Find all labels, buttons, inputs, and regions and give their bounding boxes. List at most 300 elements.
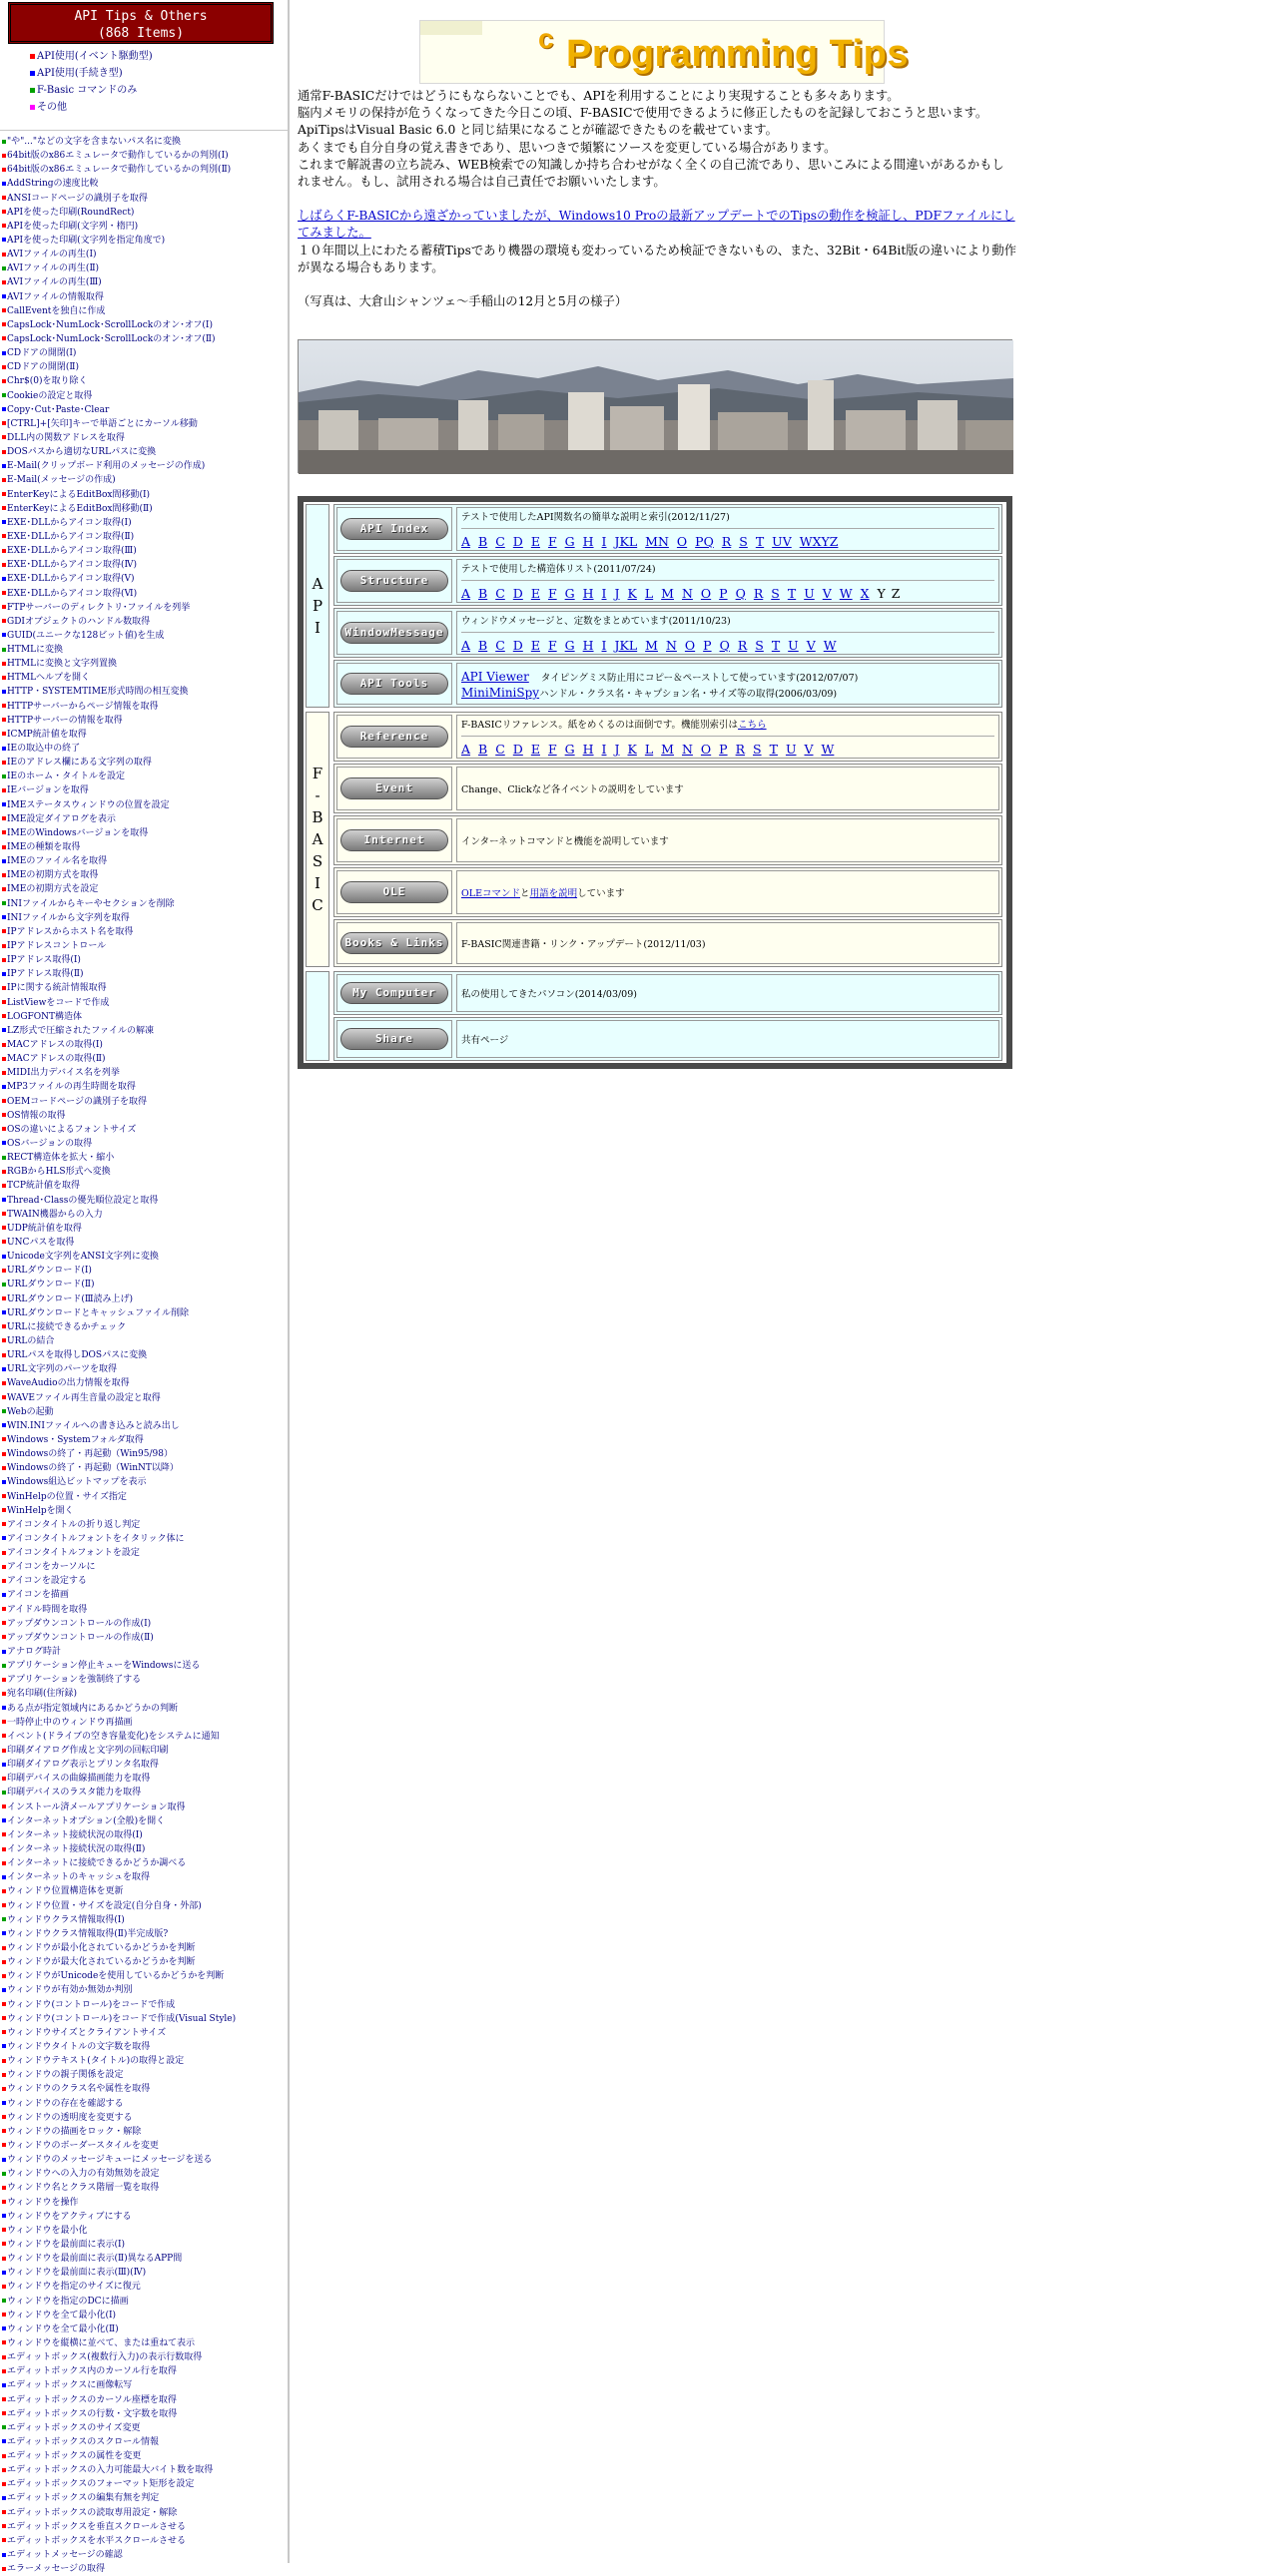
tip-link[interactable]: HTMLに変換と文字列置換 xyxy=(7,659,118,670)
structure-letter-link[interactable]: L xyxy=(644,586,654,601)
window-message-letter-link[interactable]: V xyxy=(806,638,816,653)
tip-link[interactable]: ウィンドウ位置・サイズを設定(自分自身・外部) xyxy=(7,1900,202,1911)
tip-link[interactable]: IEのアドレス欄にある文字列の取得 xyxy=(7,758,152,769)
tip-link[interactable]: WinHelpの位置・サイズ指定 xyxy=(7,1491,127,1502)
tip-link[interactable]: インターネットに接続できるかどうか調べる xyxy=(7,1858,187,1869)
tip-link[interactable]: エディットボックスの行数・文字数を取得 xyxy=(7,2408,178,2419)
tip-link[interactable]: エディットボックスのカーソル座標を取得 xyxy=(7,2394,177,2405)
tip-link[interactable]: エディットメッセージの確認 xyxy=(7,2550,123,2561)
structure-letter-link[interactable]: E xyxy=(530,586,540,601)
tip-link[interactable]: ある点が指定領域内にあるかどうかの判断 xyxy=(7,1703,179,1714)
structure-letter-link[interactable]: W xyxy=(839,586,853,601)
tip-link[interactable]: ウィンドウクラス情報取得(Ⅱ)半完成版? xyxy=(7,1928,169,1939)
tip-link[interactable]: Chr$(0)を取り除く xyxy=(7,376,88,387)
tip-link[interactable]: Windows組込ビットマップを表示 xyxy=(7,1477,147,1488)
tip-link[interactable]: EXE･DLLからアイコン取得(Ⅲ) xyxy=(7,546,137,557)
tip-link[interactable]: エディットボックスに画像転写 xyxy=(7,2380,133,2391)
tip-link[interactable]: CapsLock･NumLock･ScrollLockのオン･オフ(Ⅰ) xyxy=(7,319,213,330)
tip-link[interactable]: EXE･DLLからアイコン取得(Ⅰ) xyxy=(7,517,132,528)
reference-letter-link[interactable]: H xyxy=(582,742,594,757)
tip-link[interactable]: アイドル時間を取得 xyxy=(7,1604,88,1615)
window-message-letter-link[interactable]: D xyxy=(512,638,523,653)
tip-link[interactable]: HTMLヘルプを開く xyxy=(7,673,91,684)
tip-link[interactable]: ウィンドウ(コントロール)をコードで作成(Visual Style) xyxy=(7,2013,237,2024)
tip-link[interactable]: ウィンドウのクラス名や属性を取得 xyxy=(7,2084,151,2095)
tip-link[interactable]: ウィンドウがUnicodeを使用しているかどうかを判断 xyxy=(7,1971,225,1982)
tip-list-item xyxy=(2,2463,288,2477)
structure-letter-link[interactable]: X xyxy=(860,586,870,601)
tip-list-item xyxy=(2,840,288,854)
tip-link[interactable]: エディットボックスの入力可能最大バイト数を取得 xyxy=(7,2465,214,2476)
window-message-letter-link[interactable]: M xyxy=(645,638,658,653)
api-tools-button[interactable] xyxy=(336,663,452,705)
tip-bullet-icon xyxy=(2,633,6,637)
structure-letter-link[interactable]: J xyxy=(614,586,620,601)
tip-link[interactable]: ウィンドウが最大化されているかどうかを判断 xyxy=(7,1957,196,1968)
tip-link[interactable]: インターネット接続状況の取得(Ⅰ) xyxy=(7,1829,143,1840)
tip-link[interactable]: INIファイルから文字列を取得 xyxy=(7,912,130,923)
reference-letter-link[interactable]: B xyxy=(478,742,488,757)
tip-link[interactable]: IEの取込中の終了 xyxy=(7,744,81,755)
tip-bullet-icon xyxy=(2,662,6,666)
tip-link[interactable]: ウィンドウが最小化されているかどうかを判断 xyxy=(7,1943,196,1953)
tip-link[interactable]: IMEのファイル名を取得 xyxy=(7,856,108,867)
tip-link[interactable]: インストール済メールアプリケーション取得 xyxy=(7,1802,186,1812)
tip-link[interactable]: IPアドレス取得(Ⅱ) xyxy=(7,969,84,980)
structure-letter-link[interactable]: I xyxy=(601,586,607,601)
api-index-letter-link[interactable]: JKL xyxy=(614,534,638,549)
reference-letter-link[interactable]: V xyxy=(804,742,814,757)
structure-letter-link[interactable]: G xyxy=(564,586,575,601)
reference-letter-link[interactable]: P xyxy=(719,742,728,757)
tip-link[interactable]: ANSIコードページの識別子を取得 xyxy=(7,193,148,204)
tip-link[interactable]: ウィンドウサイズとクライアントサイズ xyxy=(7,2027,167,2038)
tip-link[interactable]: アイコンをカーソルに xyxy=(7,1562,96,1573)
tip-link[interactable]: エディットボックスを水平スクロールさせる xyxy=(7,2535,187,2546)
tip-link[interactable]: 印刷ダイアログ表示とプリンタ名取得 xyxy=(7,1760,159,1771)
tip-link[interactable]: AddStringの速度比較 xyxy=(7,179,99,190)
window-message-letter-link[interactable]: U xyxy=(788,638,799,653)
tip-bullet-icon xyxy=(2,1889,6,1893)
tip-link[interactable]: GDIオブジェクトのハンドル数取得 xyxy=(7,616,151,627)
tip-link[interactable]: AVIファイルの情報取得 xyxy=(7,291,104,302)
tip-link[interactable]: ウィンドウを全て最小化(Ⅰ) xyxy=(7,2310,117,2320)
tip-list-item xyxy=(2,389,288,403)
tip-link[interactable]: TCP統計値を取得 xyxy=(7,1181,80,1192)
tip-link[interactable]: エディットボックスの読取専用設定・解除 xyxy=(7,2507,178,2518)
tip-link[interactable]: 印刷ダイアログ作成と文字列の回転印刷 xyxy=(7,1746,169,1757)
tip-link[interactable]: アナログ時計 xyxy=(7,1647,62,1658)
tip-link[interactable]: エディットボックスの属性を変更 xyxy=(7,2451,142,2462)
tip-link[interactable]: APIを使った印刷(文字列・楕円) xyxy=(7,221,139,232)
tip-list-item xyxy=(2,1758,288,1772)
structure-letter-link[interactable]: P xyxy=(719,586,728,601)
tip-bullet-icon xyxy=(2,2143,6,2147)
tip-link[interactable]: Windows・Systemフォルダ取得 xyxy=(7,1434,144,1445)
tip-link[interactable]: APIを使った印刷(文字列を指定角度で) xyxy=(7,235,166,246)
tip-link[interactable]: RECT構造体を拡大・縮小 xyxy=(7,1153,115,1164)
window-message-letter-link[interactable]: S xyxy=(755,638,764,653)
tip-link[interactable]: インターネット接続状況の取得(Ⅱ) xyxy=(7,1844,146,1855)
tip-link[interactable]: URL文字列のパーツを取得 xyxy=(7,1364,117,1375)
tip-link[interactable]: 64bit版のx86エミュレータで動作しているかの判別(Ⅰ) xyxy=(7,151,229,162)
tip-link[interactable]: URLパスを取得しDOSパスに変換 xyxy=(7,1350,148,1361)
tip-link[interactable]: INIファイルからキーやセクションを削除 xyxy=(7,898,175,909)
structure-letter-link[interactable]: T xyxy=(787,586,797,601)
tip-bullet-icon xyxy=(2,1000,6,1004)
tip-link[interactable]: TWAIN機器からの入力 xyxy=(7,1209,103,1220)
window-message-letter-link[interactable]: B xyxy=(478,638,488,653)
tip-link[interactable]: LOGFONT構造体 xyxy=(7,1011,83,1022)
tip-bullet-icon xyxy=(2,549,6,553)
tip-link[interactable]: URLダウンロードとキャッシュファイル削除 xyxy=(7,1307,189,1318)
tip-list-item xyxy=(2,1419,288,1433)
tip-link[interactable]: ウィンドウテキスト(タイトル)の取得と設定 xyxy=(7,2056,185,2067)
tip-list-item xyxy=(2,234,288,248)
tip-link[interactable]: Thread･Classの優先順位設定と取得 xyxy=(7,1195,159,1206)
minimini-spy-link[interactable]: MiniMiniSpy xyxy=(461,686,540,700)
tip-link[interactable]: MACアドレスの取得(Ⅱ) xyxy=(7,1054,106,1065)
tip-link[interactable]: MIDI出力デバイス名を列挙 xyxy=(7,1068,120,1079)
tip-link[interactable]: アップダウンコントロールの作成(Ⅰ) xyxy=(7,1618,152,1629)
tip-link[interactable]: HTTPサーバーからページ情報を取得 xyxy=(7,701,159,712)
tip-link[interactable]: ウィンドウの描画をロック・解除 xyxy=(7,2126,142,2137)
tip-link[interactable]: EXE･DLLからアイコン取得(Ⅱ) xyxy=(7,531,135,542)
tip-link[interactable]: OSの違いによるフォントサイズ xyxy=(7,1124,137,1135)
tip-link[interactable]: ウィンドウの存在を確認する xyxy=(7,2098,124,2109)
structure-letter-link[interactable]: V xyxy=(822,586,832,601)
window-message-letter-link[interactable]: P xyxy=(703,638,712,653)
api-index-button[interactable] xyxy=(336,507,452,551)
tip-link[interactable]: ICMP統計値を取得 xyxy=(7,729,87,740)
tip-link[interactable]: IPアドレスコントロール xyxy=(7,941,107,952)
window-message-letter-link[interactable]: C xyxy=(495,638,505,653)
window-message-letter-link[interactable]: F xyxy=(547,638,557,653)
tip-link[interactable]: GUID(ユニークな128ビット値)を生成 xyxy=(7,630,165,641)
structure-letter-link[interactable]: M xyxy=(661,586,674,601)
api-index-letter-link[interactable]: S xyxy=(739,534,748,549)
event-desc: Change、Clickなど各イベントの説明をしています xyxy=(461,784,684,795)
tip-link[interactable]: HTTPサーバーの情報を取得 xyxy=(7,715,123,726)
tip-link[interactable]: CDドアの開閉(Ⅱ) xyxy=(7,362,79,373)
internet-button[interactable] xyxy=(336,818,452,862)
pdf-verification-link[interactable]: しばらくF-BASICから遠ざかっていましたが、Windows10 Proの最新アップデートでのTipsの動作を検証し、PDFファイルにしてみました。 xyxy=(298,209,1015,241)
tip-link[interactable]: アプリケーションを強制終了する xyxy=(7,1675,142,1686)
tip-link[interactable]: EXE･DLLからアイコン取得(Ⅳ) xyxy=(7,560,138,571)
tip-link[interactable]: ListViewをコードで作成 xyxy=(7,997,110,1008)
tip-link[interactable]: RGBからHLS形式へ変換 xyxy=(7,1167,111,1178)
window-message-letter-link[interactable]: W xyxy=(823,638,837,653)
reference-letter-link[interactable]: D xyxy=(512,742,523,757)
tip-list-item xyxy=(2,2012,288,2026)
tip-link[interactable]: エディットボックスを垂直スクロールさせる xyxy=(7,2521,187,2532)
tip-link[interactable]: ウィンドウへの入力の有効無効を設定 xyxy=(7,2169,160,2180)
window-message-letter-link[interactable]: T xyxy=(771,638,781,653)
structure-letter-link[interactable]: K xyxy=(627,586,637,601)
tip-link[interactable]: URLの結合 xyxy=(7,1335,55,1346)
window-message-letter-link[interactable]: E xyxy=(530,638,540,653)
tip-link[interactable]: ウィンドウ位置構造体を更新 xyxy=(7,1886,124,1897)
reference-letter-link[interactable]: E xyxy=(530,742,540,757)
window-message-letter-link[interactable]: JKL xyxy=(614,638,638,653)
tip-link[interactable]: UNCパスを取得 xyxy=(7,1237,75,1248)
api-index-letter-link[interactable]: G xyxy=(564,534,575,549)
tip-link[interactable]: HTMLに変換 xyxy=(7,645,64,656)
tip-link[interactable]: ウィンドウタイトルの文字数を取得 xyxy=(7,2041,151,2052)
tip-link[interactable]: IPに関する統計情報取得 xyxy=(7,983,107,994)
tip-link[interactable]: AVIファイルの再生(Ⅰ) xyxy=(7,250,97,260)
tip-link[interactable]: Cookieの設定と取得 xyxy=(7,390,93,401)
reference-letter-link[interactable]: W xyxy=(821,742,835,757)
api-index-letter-link[interactable]: R xyxy=(721,534,732,549)
tip-link[interactable]: DLL内の関数アドレスを取得 xyxy=(7,432,125,443)
tip-link[interactable]: 印刷デバイスのラスタ能力を取得 xyxy=(7,1788,142,1799)
tip-link[interactable]: ウィンドウを最前面に表示(Ⅰ) xyxy=(7,2239,126,2250)
window-message-letter-link[interactable]: H xyxy=(582,638,594,653)
window-message-letter-link[interactable]: G xyxy=(564,638,575,653)
structure-letter-link[interactable]: R xyxy=(753,586,764,601)
tip-link[interactable]: E-Mail(メッセージの作成) xyxy=(7,475,116,486)
tip-link[interactable]: アプリケーション停止キューをWindowsに送る xyxy=(7,1661,201,1672)
tip-link[interactable]: MP3ファイルの再生時間を取得 xyxy=(7,1082,136,1093)
tip-list-item xyxy=(2,346,288,360)
window-message-letter-link[interactable]: R xyxy=(737,638,748,653)
tip-link[interactable]: ウィンドウの親子関係を設定 xyxy=(7,2070,124,2081)
structure-letter-link[interactable]: D xyxy=(512,586,523,601)
tip-link[interactable]: ウィンドウの透明度を変更する xyxy=(7,2112,133,2123)
tip-link[interactable]: WIN.INIファイルへの書き込みと読み出し xyxy=(7,1420,180,1431)
api-index-letter-link[interactable]: A xyxy=(461,534,471,549)
tips-list xyxy=(0,135,288,2576)
reference-letter-link[interactable]: S xyxy=(753,742,762,757)
api-viewer-link[interactable]: API Viewer xyxy=(461,670,529,684)
reference-letter-link[interactable]: L xyxy=(644,742,654,757)
tip-link[interactable]: OS情報の取得 xyxy=(7,1110,66,1121)
tip-link[interactable]: ウィンドウを最前面に表示(Ⅲ)(Ⅳ) xyxy=(7,2268,147,2279)
tip-link[interactable]: OSバージョンの取得 xyxy=(7,1138,93,1149)
window-message-button[interactable] xyxy=(336,611,452,655)
window-message-letter-link[interactable]: A xyxy=(461,638,471,653)
tip-link[interactable]: インターネットオプション(全般)を開く xyxy=(7,1815,166,1826)
tip-link[interactable]: Unicode文字列をANSI文字列に変換 xyxy=(7,1252,159,1263)
tip-link[interactable]: IMEの初期方式を設定 xyxy=(7,884,99,895)
tip-link[interactable]: ウィンドウを全て最小化(Ⅱ) xyxy=(7,2323,119,2334)
api-index-letter-link[interactable]: E xyxy=(530,534,540,549)
tip-link[interactable]: IMEの種類を取得 xyxy=(7,842,81,853)
tip-bullet-icon xyxy=(2,1226,6,1230)
reference-letter-link[interactable]: O xyxy=(700,742,712,757)
reference-letter-link[interactable]: T xyxy=(769,742,778,757)
tip-link[interactable]: EnterKeyによるEditBox間移動(Ⅱ) xyxy=(7,503,153,514)
tip-link[interactable]: IEのホーム・タイトルを設定 xyxy=(7,772,125,782)
tip-link[interactable]: エディットボックスのスクロール情報 xyxy=(7,2436,160,2447)
structure-letter-link[interactable]: A xyxy=(461,586,471,601)
window-message-letter-link[interactable]: I xyxy=(601,638,607,653)
structure-letter-link[interactable]: O xyxy=(700,586,712,601)
tip-link[interactable]: WinHelpを開く xyxy=(7,1505,74,1516)
tip-link[interactable]: AVIファイルの再生(Ⅲ) xyxy=(7,277,102,288)
tip-list-item xyxy=(2,700,288,714)
tip-link[interactable]: EXE･DLLからアイコン取得(Ⅵ) xyxy=(7,588,138,599)
tip-link[interactable]: イベント(ドライブの空き容量変化)をシステムに通知 xyxy=(7,1731,220,1742)
api-index-letter-link[interactable]: D xyxy=(512,534,523,549)
tip-link[interactable]: Webの起動 xyxy=(7,1406,54,1417)
tip-link[interactable]: [CTRL]+[矢印]キーで単語ごとにカーソル移動 xyxy=(7,418,198,429)
tip-link[interactable]: OEMコードページの識別子を取得 xyxy=(7,1096,147,1107)
reference-letter-link[interactable]: A xyxy=(461,742,471,757)
tip-link[interactable]: エディットボックスのフォーマット矩形を設定 xyxy=(7,2479,195,2490)
tip-link[interactable]: ウィンドウを最前面に表示(Ⅱ)異なるAPP間 xyxy=(7,2254,183,2265)
tip-link[interactable]: 一時停止中のウィンドウ再描画 xyxy=(7,1717,133,1728)
structure-letter-link[interactable]: N xyxy=(681,586,693,601)
api-index-letter-link[interactable]: PQ xyxy=(695,534,714,549)
tip-link[interactable]: Windowsの終了・再起動（Win95/98） xyxy=(7,1449,173,1460)
tip-link[interactable]: アイコンを設定する xyxy=(7,1576,87,1587)
ole-button[interactable] xyxy=(336,870,452,914)
tip-link[interactable]: ウィンドウを縦横に並べて、または重ねて表示 xyxy=(7,2337,196,2348)
tip-link[interactable]: ウィンドウのメッセージキューにメッセージを送る xyxy=(7,2155,213,2166)
api-index-letter-link[interactable]: I xyxy=(601,534,607,549)
tip-link[interactable]: アイコンタイトルの折り返し判定 xyxy=(7,1519,141,1530)
reference-letter-link[interactable]: R xyxy=(735,742,746,757)
tip-link[interactable]: URLに接続できるかチェック xyxy=(7,1321,127,1332)
tip-link[interactable]: APIを使った印刷(RoundRect) xyxy=(7,207,135,218)
tip-link[interactable]: ウィンドウを指定のDCに描画 xyxy=(7,2296,129,2307)
tip-link[interactable]: ウィンドウのボーダースタイルを変更 xyxy=(7,2140,159,2151)
tip-link[interactable]: ウィンドウが有効か無効か判別 xyxy=(7,1985,133,1996)
reference-index-link[interactable]: こちら xyxy=(738,720,767,731)
tip-link[interactable]: IMEステータスウィンドウの位置を設定 xyxy=(7,799,170,810)
tip-link[interactable]: AVIファイルの再生(Ⅱ) xyxy=(7,263,100,274)
tip-link[interactable]: アイコンを描画 xyxy=(7,1590,69,1601)
api-index-letters xyxy=(461,529,994,551)
tip-link[interactable]: CallEventを独自に作成 xyxy=(7,305,106,316)
tip-link[interactable]: EXE･DLLからアイコン取得(Ⅴ) xyxy=(7,574,135,585)
reference-letter-link[interactable]: K xyxy=(627,742,637,757)
tip-link[interactable]: 印刷デバイスの曲線描画能力を取得 xyxy=(7,1774,151,1785)
books-links-button[interactable] xyxy=(336,922,452,964)
structure-letter-link[interactable]: Q xyxy=(735,586,746,601)
reference-letter-link[interactable]: J xyxy=(614,742,620,757)
tip-link[interactable]: ウィンドウ(コントロール)をコードで作成 xyxy=(7,1999,176,2010)
tip-list-item xyxy=(2,1687,288,1701)
structure-button[interactable] xyxy=(336,559,452,603)
reference-letter-link[interactable]: M xyxy=(661,742,674,757)
tip-link[interactable]: Copy･Cut･Paste･Clear xyxy=(7,404,110,415)
tip-link[interactable]: IEバージョンを取得 xyxy=(7,785,89,796)
reference-letter-link[interactable]: G xyxy=(564,742,575,757)
tip-link[interactable]: "や"..."などの文字を含まないパス名に変換 xyxy=(7,137,182,147)
structure-letter-link[interactable]: F xyxy=(547,586,557,601)
tip-link[interactable]: MACアドレスの取得(Ⅰ) xyxy=(7,1040,103,1050)
window-message-letter-link[interactable]: O xyxy=(684,638,696,653)
tip-link[interactable]: UDP統計値を取得 xyxy=(7,1223,82,1234)
tip-list-item xyxy=(2,332,288,346)
window-message-letter-link[interactable]: Q xyxy=(719,638,730,653)
tip-link[interactable]: ウィンドウを操作 xyxy=(7,2197,79,2208)
tip-link[interactable]: エディットボックスのサイズ変更 xyxy=(7,2422,141,2433)
structure-letter-link[interactable]: C xyxy=(495,586,505,601)
tip-link[interactable]: エディットボックス(複数行入力)の表示行数取得 xyxy=(7,2352,203,2363)
tip-link[interactable]: ウィンドウを指定のサイズに復元 xyxy=(7,2282,141,2293)
tip-link[interactable]: IPアドレスからホスト名を取得 xyxy=(7,926,134,937)
tip-bullet-icon xyxy=(2,1113,6,1117)
api-index-letter-link[interactable]: O xyxy=(676,534,688,549)
reference-letter-link[interactable]: C xyxy=(495,742,505,757)
tip-link[interactable]: E-Mail(クリップボード利用のメッセージの作成) xyxy=(7,461,206,472)
reference-button[interactable] xyxy=(336,715,452,759)
tip-link[interactable]: IME設定ダイアログを表示 xyxy=(7,813,116,824)
api-index-letter-link[interactable]: B xyxy=(478,534,488,549)
tip-link[interactable]: ウィンドウ名とクラス階層一覧を取得 xyxy=(7,2183,160,2194)
tip-link[interactable]: インターネットのキャッシュを取得 xyxy=(7,1872,151,1883)
structure-letter-link[interactable]: S xyxy=(771,586,780,601)
tip-link[interactable]: CapsLock･NumLock･ScrollLockのオン･オフ(Ⅱ) xyxy=(7,333,216,344)
tip-link[interactable]: CDドアの開閉(Ⅰ) xyxy=(7,348,77,359)
tip-link[interactable]: ウィンドウを最小化 xyxy=(7,2225,88,2236)
tip-link[interactable]: IPアドレス取得(Ⅰ) xyxy=(7,955,81,966)
category-label: API使用(イベント駆動型) xyxy=(37,51,153,62)
event-button[interactable] xyxy=(336,767,452,810)
tip-link[interactable]: FTPサーバーのディレクトリ･ファイルを列挙 xyxy=(7,602,191,613)
api-index-letter-link[interactable]: MN xyxy=(645,534,669,549)
tip-link[interactable]: ウィンドウをアクティブにする xyxy=(7,2211,132,2222)
api-index-letter-link[interactable]: H xyxy=(582,534,594,549)
tip-list-item xyxy=(2,1320,288,1334)
tip-link[interactable]: アイコンタイトルフォントを設定 xyxy=(7,1548,140,1559)
api-index-letter-link[interactable]: UV xyxy=(772,534,792,549)
tip-link[interactable]: ウィンドウクラス情報取得(Ⅰ) xyxy=(7,1914,125,1925)
structure-letter-link[interactable]: U xyxy=(804,586,815,601)
tip-link[interactable]: WaveAudioの出力情報を取得 xyxy=(7,1378,130,1389)
reference-letter-link[interactable]: U xyxy=(785,742,797,757)
tip-link[interactable]: アップダウンコントロールの作成(Ⅱ) xyxy=(7,1632,154,1643)
reference-letter-link[interactable]: N xyxy=(681,742,693,757)
tip-link[interactable]: IMEのWindowsバージョンを取得 xyxy=(7,827,149,838)
tip-link[interactable]: 64bit版のx86エミュレータで動作しているかの判別(Ⅱ) xyxy=(7,165,232,176)
ole-terms-link[interactable]: 用語を説明 xyxy=(529,888,578,899)
ole-command-link[interactable]: OLEコマンド xyxy=(461,888,521,899)
api-index-letter-link[interactable]: T xyxy=(755,534,765,549)
api-index-letter-link[interactable]: C xyxy=(495,534,505,549)
window-message-letter-link[interactable]: N xyxy=(665,638,677,653)
tip-link[interactable]: 宛名印刷(住所録) xyxy=(7,1689,78,1700)
tip-link[interactable]: HTTP・SYSTEMTIME形式時間の相互変換 xyxy=(7,687,189,698)
structure-letter-link[interactable]: H xyxy=(582,586,594,601)
tip-link[interactable]: エラーメッセージの取得 xyxy=(7,2564,106,2575)
share-button[interactable] xyxy=(336,1020,452,1058)
reference-letter-link[interactable]: I xyxy=(601,742,607,757)
tip-link[interactable]: エディットボックスの編集有無を判定 xyxy=(7,2493,160,2504)
tip-link[interactable]: URLダウンロード(Ⅱ) xyxy=(7,1280,95,1290)
my-computer-button[interactable] xyxy=(336,974,452,1012)
tip-link[interactable]: WAVEファイル再生音量の設定と取得 xyxy=(7,1392,161,1403)
tip-bullet-icon xyxy=(2,1960,6,1964)
tip-link[interactable]: Windowsの終了・再起動（WinNT以降） xyxy=(7,1463,179,1474)
reference-letter-link[interactable]: F xyxy=(547,742,557,757)
api-index-letter-link[interactable]: F xyxy=(547,534,557,549)
tip-link[interactable]: EnterKeyによるEditBox間移動(Ⅰ) xyxy=(7,489,151,500)
tip-link[interactable]: DOSパスから適切なURLパスに変換 xyxy=(7,447,157,458)
tip-link[interactable]: URLダウンロード(Ⅰ) xyxy=(7,1266,92,1277)
structure-letter-link[interactable]: B xyxy=(478,586,488,601)
api-index-letter-link[interactable]: WXYZ xyxy=(799,534,839,549)
tip-link[interactable]: IMEの初期方式を取得 xyxy=(7,870,99,881)
tip-link[interactable]: アイコンタイトルフォントをイタリック体に xyxy=(7,1533,185,1544)
tip-link[interactable]: URLダウンロード(Ⅲ読み上げ) xyxy=(7,1293,134,1304)
tip-link[interactable]: LZ形式で圧縮されたファイルの解凍 xyxy=(7,1025,155,1036)
tip-link[interactable]: エディットボックス内のカーソル行を取得 xyxy=(7,2366,177,2377)
